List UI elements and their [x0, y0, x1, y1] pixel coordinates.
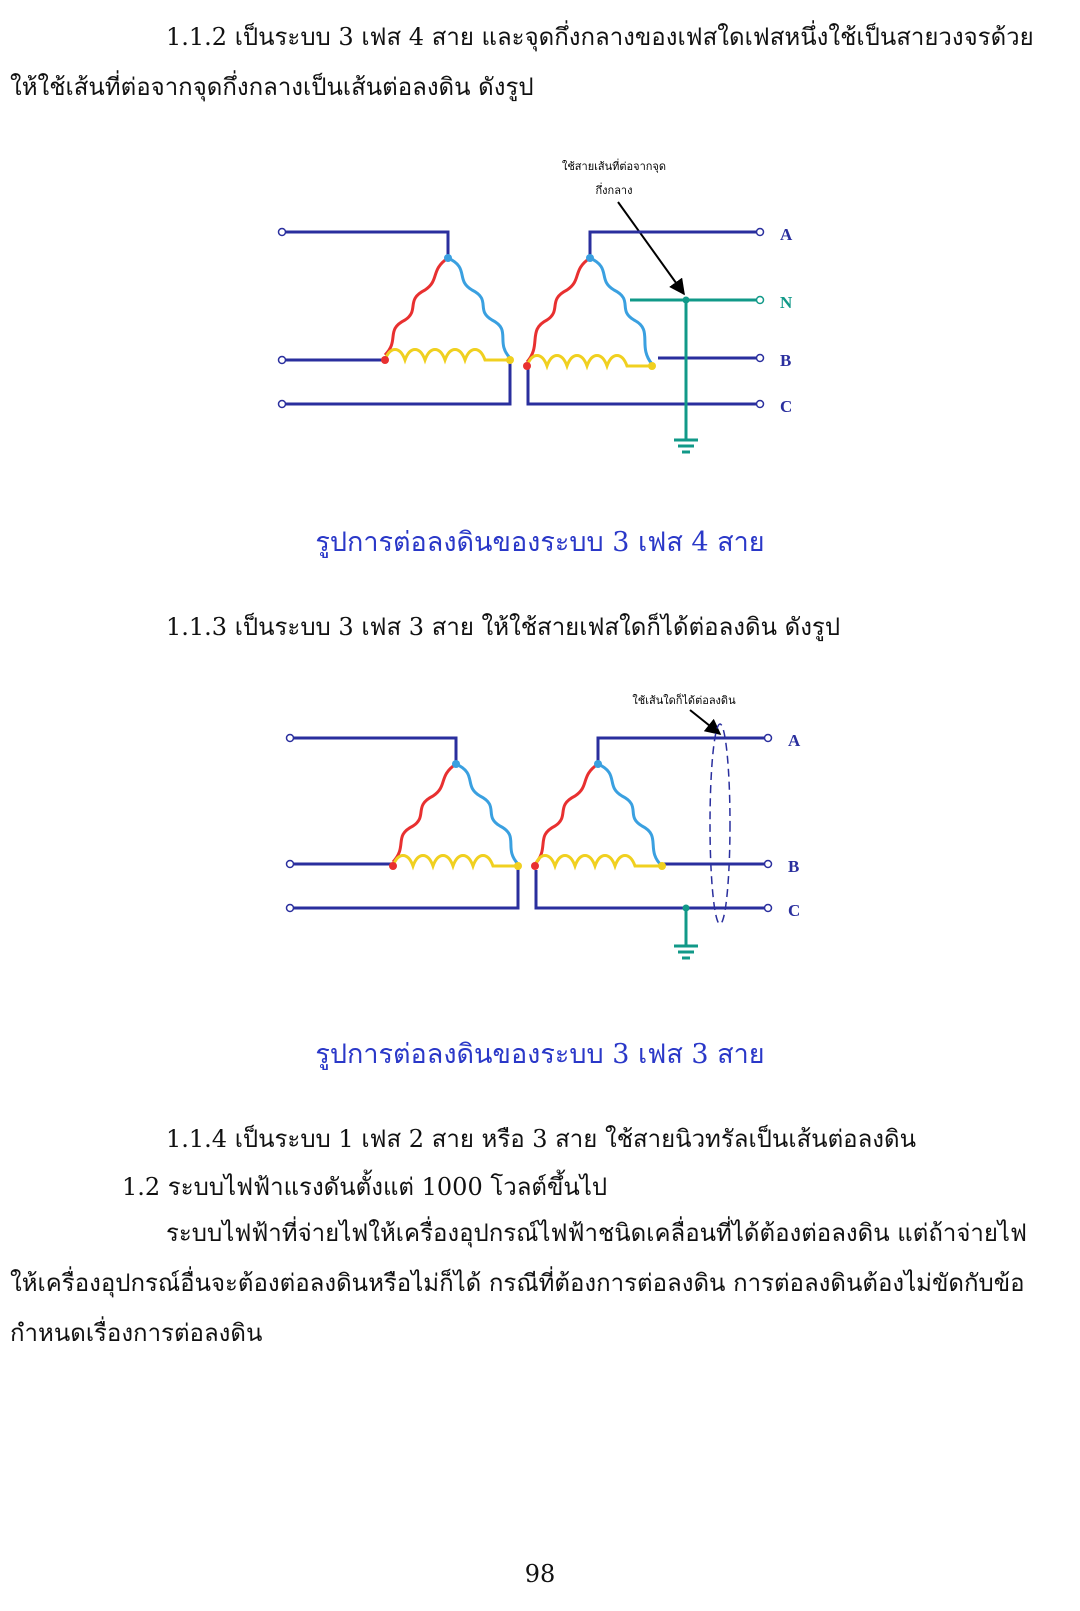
- figure-3phase-3wire-diagram: [0, 690, 1080, 990]
- terminal-left-top-2: [287, 735, 294, 742]
- right-delta-coils-2: [535, 764, 662, 866]
- left-delta-coils-2: [393, 764, 518, 866]
- ground-wire-2: [674, 908, 698, 958]
- label-c: C: [780, 397, 793, 416]
- figure-3phase-4wire: [0, 150, 1080, 470]
- terminal-left-top: [279, 229, 286, 236]
- left-transformer-wires-2: [290, 738, 518, 908]
- right-transformer-wires-2: [536, 738, 768, 908]
- ground-junction-2: [683, 905, 690, 912]
- left-node-left-2: [389, 862, 397, 870]
- section-1-2-paragraph: ระบบไฟฟ้าที่จ่ายไฟให้เครื่องอุปกรณ์ไฟฟ้าชนิดเคลื่อนที่ได้ต้องต่อลงดิน แต่ถ้าจ่ายไฟให้เครื่องอุปกรณ์อื่นจะต้องต่อลงดินหรือไม่ก็ได้ กรณีที่ต้องการต่อลงดิน การต่อลงดินต้องไม่ขัดกับข้อกำหนดเรื่องการต่อลงดิน: [10, 1219, 1027, 1347]
- terminal-n: [757, 297, 764, 304]
- annotation-arrow-2: [690, 710, 720, 734]
- page-number: 98: [524, 1560, 556, 1588]
- left-node-right: [506, 356, 514, 364]
- terminal-c-2: [765, 905, 772, 912]
- right-node-right-2: [658, 862, 666, 870]
- terminal-b: [757, 355, 764, 362]
- label-b-2: B: [788, 857, 800, 876]
- section-1-2-heading: 1.2 ระบบไฟฟ้าแรงดันตั้งแต่ 1000 โวลต์ขึ้นไป: [122, 1173, 608, 1201]
- neutral-junction: [683, 297, 690, 304]
- terminal-b-2: [765, 861, 772, 868]
- right-node-left: [523, 362, 531, 370]
- figure-3phase-4wire-diagram: [0, 150, 1080, 470]
- annotation-arrow: [618, 202, 684, 294]
- right-node-right: [648, 362, 656, 370]
- section-1-1-4-text: 1.1.4 เป็นระบบ 1 เฟส 2 สาย หรือ 3 สาย ใช้สายนิวทรัลเป็นเส้นต่อลงดิน: [166, 1125, 916, 1153]
- section-1-1-2-text: 1.1.2 เป็นระบบ 3 เฟส 4 สาย และจุดกึ่งกลางของเฟสใดเฟสหนึ่งใช้เป็นสายวงจรด้วย ให้ใช้เส้นที่ต่อจากจุดกึ่งกลางเป็นเส้นต่อลงดิน ดังรูป: [10, 23, 1034, 101]
- annotation-line1: ใช้สายเส้นที่ต่อจากจุด: [561, 160, 667, 173]
- label-c-2: C: [788, 901, 801, 920]
- annotation-line2: กึ่งกลาง: [595, 184, 633, 197]
- annotation-any-line: ใช้เส้นใดก็ได้ต่อลงดิน: [632, 694, 736, 707]
- left-node-left: [381, 356, 389, 364]
- left-node-top: [444, 254, 452, 262]
- label-b: B: [780, 351, 792, 370]
- section-1-1-3-text: 1.1.3 เป็นระบบ 3 เฟส 3 สาย ให้ใช้สายเฟสใดก็ได้ต่อลงดิน ดังรูป: [166, 613, 841, 641]
- right-transformer-wires: [528, 232, 760, 404]
- left-transformer-wires: [282, 232, 510, 404]
- left-node-top-2: [452, 760, 460, 768]
- figure2-caption: รูปการต่อลงดินของระบบ 3 เฟส 3 สาย: [315, 1039, 765, 1070]
- label-n: N: [780, 293, 793, 312]
- selection-ellipse: [710, 724, 730, 924]
- left-delta-coils: [385, 258, 510, 360]
- terminal-left-mid-2: [287, 861, 294, 868]
- right-node-top: [586, 254, 594, 262]
- terminal-c: [757, 401, 764, 408]
- neutral-wire: [630, 300, 760, 452]
- terminal-a: [757, 229, 764, 236]
- terminal-left-mid: [279, 357, 286, 364]
- right-node-left-2: [531, 862, 539, 870]
- figure1-caption: รูปการต่อลงดินของระบบ 3 เฟส 4 สาย: [315, 527, 765, 558]
- right-delta-coils: [527, 258, 652, 366]
- terminal-left-bottom-2: [287, 905, 294, 912]
- figure-3phase-3wire: [0, 690, 1080, 990]
- left-node-right-2: [514, 862, 522, 870]
- label-a-2: A: [788, 731, 801, 750]
- right-node-top-2: [594, 760, 602, 768]
- terminal-a-2: [765, 735, 772, 742]
- terminal-left-bottom: [279, 401, 286, 408]
- label-a: A: [780, 225, 793, 244]
